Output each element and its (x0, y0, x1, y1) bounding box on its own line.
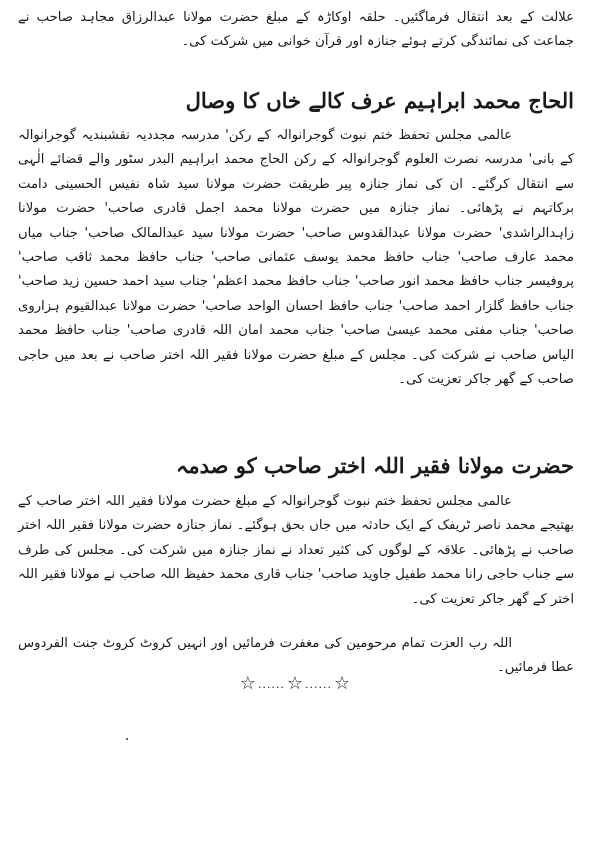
paragraph-sadma-details: عالمی مجلس تحفظ ختم نبوت گوجرانوالہ کے مبلغ حضرت مولانا فقیر اللہ اختر صاحب کے بھتیجے محمد ناصر ٹریفک کے ایک حادثہ میں جاں بحق ہوگئے۔ نماز جنازہ حضرت مولانا فقیر اللہ اختر صاحب نے پڑھائی۔ علاقہ کے لوگوں کی کثیر تعداد نے نماز جنازہ میں شرکت کی۔ مجلس کی طرف سے جناب حاجی رانا محمد طفیل جاوید صاحب' جناب قاری محمد حفیظ اللہ صاحب نے مولانا فقیر اللہ اختر کے گھر جاکر تعزیت کی۔ (18, 494, 574, 607)
paragraph-wisal-details: عالمی مجلس تحفظ ختم نبوت گوجرانوالہ کے رکن' مدرسہ مجددیہ نقشبندیہ گوجرانوالہ کے بانی' مدرسہ نصرت العلوم گوجرانوالہ کے رکن الحاج محمد ابراہیم البدر سٹور والے قضائے الٰہی سے انتقال کرگئے۔ ان کی نماز جنازہ پیر طریقت حضرت مولانا سید شاہ نفیس الحسینی دامت برکاتہم نے پڑھائی۔ نماز جنازہ میں حضرت مولانا محمد اجمل قادری صاحب' حضرت مولانا زاہدالراشدی' حضرت مولانا عبدالقدوس صاحب' حضرت مولانا سید عبدالمالک صاحب' جناب میاں محمد عارف صاحب' جناب حافظ محمد یوسف عثمانی صاحب' جناب حافظ محمد ثاقب صاحب' پروفیسر جناب حافظ محمد انور صاحب' جناب حافظ محمد اعظم' جناب سید احمد حسین زید صاحب' جناب حافظ گلزار احمد صاحب' جناب حافظ احسان الواحد صاحب' حضرت مولانا عبدالقیوم ہزاروی صاحب' جناب مفتی محمد عیسیٰ صاحب' جناب محمد امان اللہ قادری صاحب' جناب حافظ محمد الیاس صاحب نے شرکت کی۔ مجلس کے مبلغ حضرت مولانا فقیر اللہ اختر صاحب نے بعد میں حاجی صاحب کے گھر جاکر تعزیت کی۔ (18, 128, 574, 388)
divider-dots: ...... (305, 677, 333, 691)
star-icon: ☆ (239, 673, 256, 694)
paragraph-continuation: علالت کے بعد انتقال فرماگئیں۔ حلقہ اوکاڑہ کے مبلغ حضرت مولانا عبدالرزاق مجاہد صاحب نے جماعت کی نمائندگی کرتے ہوئے جنازہ اور قرآن خوانی میں شرکت کی۔ (18, 10, 574, 50)
section-heading-wisal: الحاج محمد ابراہیم عرف کالے خاں کا وصال (185, 88, 574, 113)
divider-dots: ...... (257, 677, 285, 691)
section-divider (230, 672, 360, 696)
ink-speck (126, 738, 128, 740)
star-icon: ☆ (286, 673, 304, 694)
section-heading-sadma: حضرت مولانا فقیر اللہ اختر صاحب کو صدمہ (176, 453, 574, 478)
star-icon: ☆ (334, 673, 351, 694)
closing-prayer: اللہ رب العزت تمام مرحومین کی مغفرت فرمائیں اور انہیں کروٹ کروٹ جنت الفردوس عطا فرمائیں۔ (18, 636, 574, 676)
